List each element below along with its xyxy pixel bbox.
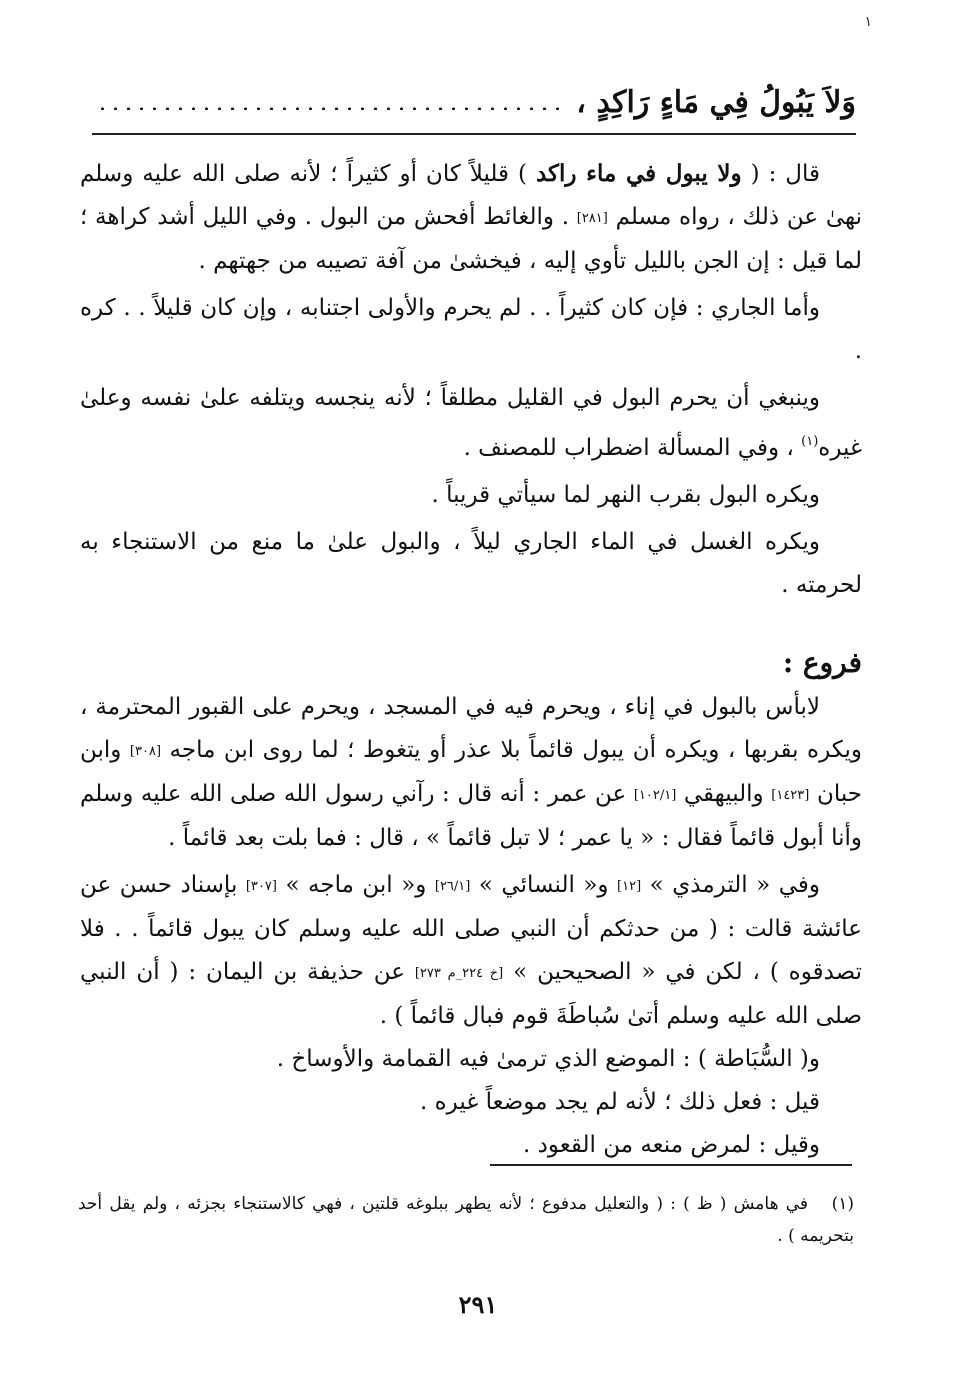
- hadith-reference: [١٤٢٣]: [771, 788, 810, 803]
- footnote-text: في هامش ( ظ ) : ( والتعليل مدفوع ؛ لأنه يطهر ببلوغه قلتين ، فهي كالاستنجاء بجزئه ، ولم يقل أحد بتحريمه ) .: [78, 1194, 854, 1246]
- footnote: [78, 1188, 854, 1252]
- footnote-number: (١): [831, 1194, 854, 1214]
- footnote-divider: [490, 1164, 852, 1166]
- paragraph-8: و( السُّبَاطة ) : الموضع الذي ترمىٰ فيه القمامة والأوساخ .: [276, 1046, 820, 1072]
- page-number: ٢٩١: [458, 1290, 498, 1319]
- paragraph-9: قيل : فعل ذلك ؛ لأنه لم يجد موضعاً غيره .: [419, 1089, 820, 1115]
- hadith-reference: [خ ٢٢٤_م ٢٧٣]: [414, 966, 504, 981]
- hadith-reference: [١٠٢/١]: [633, 788, 677, 803]
- paragraph-3: وينبغي أن يحرم البول في القليل مطلقاً ؛ لأنه ينجسه ويتلفه علىٰ نفسه وعلىٰ غيره$^{(١)}$ ، وفي المسألة اضطراب للمصنف .: [80, 385, 862, 461]
- section-heading: فروع :: [782, 646, 862, 679]
- hadith-reference: [٢٦/١]: [434, 879, 471, 894]
- corner-mark: ١: [864, 14, 872, 30]
- header-divider: [92, 133, 856, 135]
- header-leader-dots: [96, 107, 562, 110]
- main-text: [80, 152, 862, 1167]
- footnote-marker[interactable]: (١): [801, 434, 819, 449]
- paragraph-5: ويكره الغسل في الماء الجاري ليلاً ، والبول علىٰ ما منع من الاستنجاء به لحرمته .: [80, 529, 862, 598]
- hadith-reference: [٢٨١]: [576, 211, 608, 226]
- matn-phrase: ولا يبول في ماء راكد: [535, 160, 742, 187]
- paragraph-4: ويكره البول بقرب النهر لما سيأتي قريباً .: [431, 482, 820, 508]
- paragraph-10: وقيل : لمرض منعه من القعود .: [523, 1132, 820, 1158]
- paragraph-6: لابأس بالبول في إناء ، ويحرم فيه في المسجد ، ويحرم على القبور المحترمة ، ويكره بقربها ، ويكره أن يبول قائماً بلا عذر أو يتغوط ؛ لما روى ابن ماجه [٣٠٨] وابن حبان [١٤٢٣] والبيهقي [١٠٢/١] عن عمر : أنه قال : رآني رسول الله صلى الله عليه وسلم وأنا أبول قائماً فقال : « يا عمر ؛ لا تبل قائماً » ، قال : فما بلت بعد قائماً .: [80, 694, 863, 851]
- paragraph-2: وأما الجاري : فإن كان كثيراً . . لم يحرم والأولى اجتنابه ، وإن كان قليلاً . . كره .: [80, 295, 862, 364]
- hadith-reference: [١٢]: [617, 879, 642, 894]
- running-header: [96, 72, 856, 132]
- header-title: وَلاَ يَبُولُ فِي مَاءٍ رَاكِدٍ ،: [576, 84, 856, 120]
- hadith-reference: [٣٠٧]: [245, 879, 277, 894]
- paragraph-7: وفي « الترمذي » [١٢] و« النسائي » [٢٦/١] و« ابن ماجه » [٣٠٧] بإسناد حسن عن عائشة قالت : ( من حدثكم أن النبي صلى الله عليه وسلم كان يبول قائماً . . فلا تصدقوه ) ، لكن في « الصحيحين » [خ ٢٢٤_م ٢٧٣] عن حذيفة بن اليمان : ( أن النبي صلى الله عليه وسلم أتىٰ سُباطَةَ قوم فبال قائماً ) .: [80, 872, 863, 1029]
- paragraph-1: قال : ( ولا يبول في ماء راكد ) قليلاً كان أو كثيراً ؛ لأنه صلى الله عليه وسلم نهىٰ عن ذلك ، رواه مسلم [٢٨١] . والغائط أفحش من البول . وفي الليل أشد كراهة ؛ لما قيل : إن الجن بالليل تأوي إليه ، فيخشىٰ من آفة تصيبه من جهتهم .: [80, 160, 862, 274]
- hadith-reference: [٣٠٨]: [129, 744, 162, 759]
